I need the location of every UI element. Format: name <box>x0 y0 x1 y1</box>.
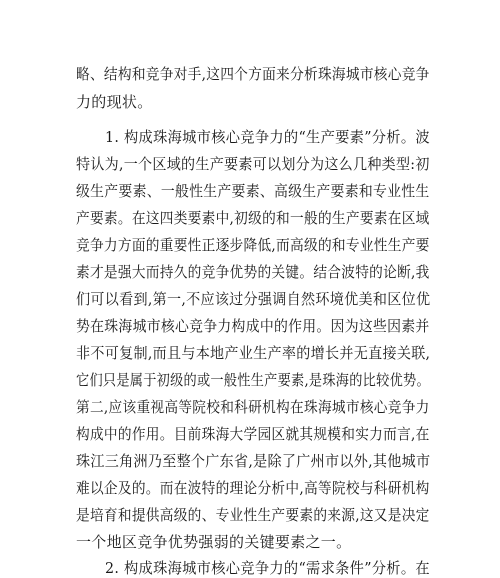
text-line: 力的现状。 <box>76 93 153 111</box>
text-line: 它们只是属于初级的或一般性生产要素,是珠海的比较优势。 <box>76 371 430 389</box>
text-line: 非不可复制,而且与本地产业生产率的增长并无直接关联, <box>76 344 431 362</box>
text-line: 一个地区竞争优势强弱的关键要素之一。 <box>76 533 352 551</box>
text-line: 难以企及的。而在波特的理论分析中,高等院校与科研机构 <box>76 479 430 497</box>
text-line: 第二,应该重视高等院校和科研机构在珠海城市核心竞争力 <box>76 398 430 416</box>
text-line: 略、结构和竞争对手,这四个方面来分析珠海城市核心竞争 <box>76 65 430 83</box>
text-line: 们可以看到,第一,不应该过分强调自然环境优美和区位优 <box>76 290 431 308</box>
text-line: 特认为,一个区域的生产要素可以划分为这么几种类型:初 <box>76 155 430 173</box>
section-heading-line: 2. 构成珠海城市核心竞争力的“需求条件”分析。在 <box>105 559 430 577</box>
text-line: 竞争力方面的重要性正逐步降低,而高级的和专业性生产要 <box>76 236 430 254</box>
text-line: 势在珠海城市核心竞争力构成中的作用。因为这些因素并 <box>76 317 430 335</box>
text-line: 珠江三角洲乃至整个广东省,是除了广州市以外,其他城市 <box>76 452 431 470</box>
section-heading-line: 1. 构成珠海城市核心竞争力的“生产要素”分析。波 <box>105 128 430 146</box>
text-line: 素才是强大而持久的竞争优势的关键。结合波特的论断,我 <box>76 263 430 281</box>
text-line: 产要素。在这四类要素中,初级的和一般的生产要素在区域 <box>76 209 430 227</box>
text-line: 是培育和提供高级的、专业性生产要素的来源,这又是决定 <box>76 506 430 524</box>
text-line: 级生产要素、一般性生产要素、高级生产要素和专业性生 <box>76 182 430 200</box>
text-line: 构成中的作用。目前珠海大学园区就其规模和实力而言,在 <box>76 425 430 443</box>
